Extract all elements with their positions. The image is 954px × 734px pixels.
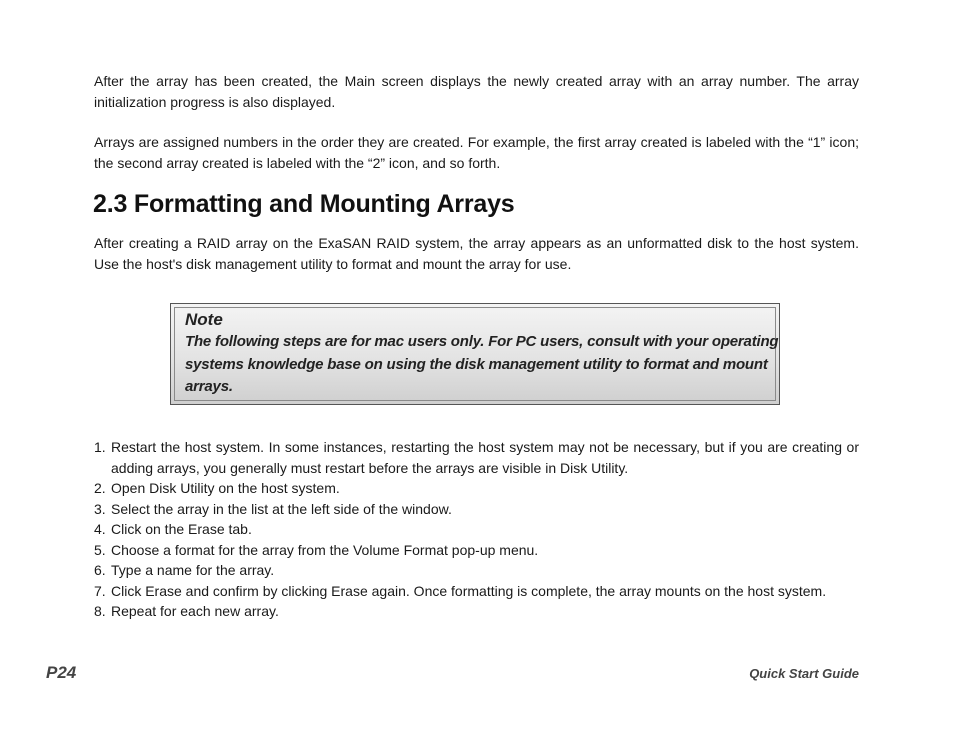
section-heading: 2.3 Formatting and Mounting Arrays: [93, 190, 515, 218]
step-item: [94, 601, 859, 622]
document-title: Quick Start Guide: [749, 666, 859, 681]
step-item: [94, 437, 859, 478]
step-text: Repeat for each new array.: [111, 603, 279, 619]
step-number: 1.: [94, 439, 106, 455]
step-number: 7.: [94, 582, 106, 599]
note-text: The following steps are for mac users only. For PC users, consult with your operating systems knowledge base on using the disk management utility to format and mount arrays.: [185, 333, 779, 395]
step-text: Open Disk Utility on the host system.: [111, 480, 340, 496]
step-text: Click on the Erase tab.: [111, 521, 252, 537]
intro-paragraph-2: Arrays are assigned numbers in the order they are created. For example, the first array created is labeled with the “1” icon; the second array created is labeled with the “2” icon, and so forth.: [94, 134, 859, 171]
step-number: 2.: [94, 480, 106, 496]
step-text: Select the array in the list at the left side of the window.: [111, 500, 452, 517]
step-number: 6.: [94, 562, 106, 578]
step-number: 8.: [94, 603, 106, 619]
step-number: 5.: [94, 541, 106, 558]
step-item: [94, 560, 859, 581]
step-number: 3.: [94, 500, 106, 517]
section-intro-paragraph: After creating a RAID array on the ExaSAN RAID system, the array appears as an unformatted disk to the host system. Use the host's disk management utility to format and mount the array for use.: [94, 235, 859, 272]
steps-list: [94, 437, 859, 622]
step-text: Type a name for the array.: [111, 562, 275, 578]
step-item: [94, 519, 859, 540]
step-text: Choose a format for the array from the Volume Format pop-up menu.: [111, 541, 539, 558]
step-item: [94, 478, 859, 499]
step-item: [94, 540, 859, 561]
step-text: Click Erase and confirm by clicking Erase again. Once formatting is complete, the array mounts on the host system.: [111, 582, 827, 599]
intro-paragraph-1: After the array has been created, the Main screen displays the newly created array with an array number. The array initialization progress is also displayed.: [94, 73, 859, 110]
step-text: Restart the host system. In some instances, restarting the host system may not be necessary, but if you are creating or adding arrays, you generally must restart before the arrays are visible in Disk Utility.: [111, 439, 859, 476]
step-number: 4.: [94, 521, 106, 537]
note-title: Note: [185, 310, 223, 329]
page-number: P24: [46, 663, 77, 682]
step-item: [94, 581, 859, 602]
note-box: [170, 303, 780, 405]
step-item: [94, 499, 859, 520]
